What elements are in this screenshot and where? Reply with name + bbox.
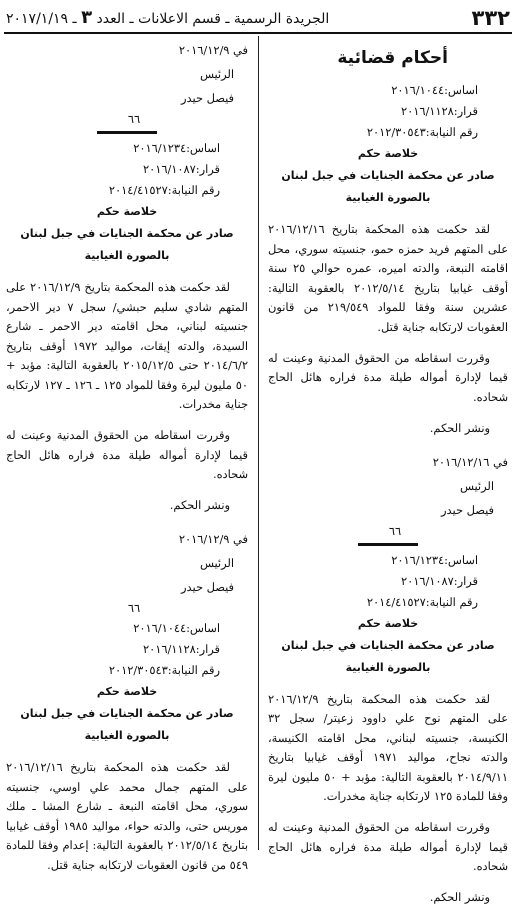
in-label: في: [233, 532, 248, 547]
prosecution-value: ٢٠١٢/٣٠٥٤٣: [366, 125, 426, 139]
prosecution-value: ٢٠١٤/٤١٥٢٧: [366, 594, 426, 609]
decision-label: قرار:: [453, 573, 478, 588]
basis-label: اساس:: [444, 83, 478, 97]
court-heading: صادر عن محكمة الجنايات في جبل لبنان: [20, 707, 234, 721]
sign-date-value: ٢٠١٦/١٢/٩: [178, 532, 230, 547]
prosecution-label: رقم النيابة:: [167, 183, 220, 197]
judgment-text: لقد حكمت هذه المحكمة بتاريخ ٢٠١٦/١٢/١٦ على المتهم جمال محمد علي اوسي، جنسيته سوري، محل اقامته النبعة ـ شارع المشا ـ ملك موريس حتى، والدته حواء، مواليد ١٩٨٥ أوقف غيابيا بتاريخ ٢٠١٢/٥/١٤ بالعقوبة التالية: إعدام وفقا للمادة ٥٤٩ من قانون العقوبات لارتكابه جناية قتل.: [6, 760, 249, 872]
court-heading: صادر عن محكمة الجنايات في جبل لبنان: [20, 227, 234, 240]
basis-label: اساس:: [444, 552, 478, 567]
basis-value: ٢٠١٦/١٠٤٤: [391, 83, 445, 97]
basis-value: ٢٠١٦/١٢٣٤: [133, 141, 187, 155]
rights-text: وقررت اسقاطه من الحقوق المدنية وعينت له قيما لإدارة أمواله طيلة مدة فراره هائل الحاج شحاده.: [6, 428, 248, 482]
published-text: ونشر الحكم.: [169, 498, 230, 513]
decision-line: [6, 159, 220, 180]
signature-date: [6, 527, 248, 551]
court-heading: صادر عن محكمة الجنايات في جبل لبنان: [281, 638, 495, 652]
court-heading: صادر عن محكمة الجنايات في جبل لبنان: [281, 169, 495, 182]
section-title: أحكام قضائية: [337, 48, 448, 68]
basis-line: [268, 80, 478, 101]
signature-date: [268, 450, 508, 474]
basis-line: [268, 550, 478, 571]
decision-value: ٢٠١٦/١١٢٨: [142, 642, 196, 657]
basis-label: اساس:: [186, 141, 220, 155]
decision-label: قرار:: [195, 162, 220, 176]
decision-line: [6, 639, 220, 660]
judgment-text: لقد حكمت هذه المحكمة بتاريخ ٢٠١٦/١٢/١٦ على المتهم فريد حمزه حمو، جنسيته سوري، محل اقامته النبعة، والدته اميره، عمره حوالي ٢٥ سنة أوقف غيابيا بتاريخ ٢٠١٢/٥/١٤ بالعقوبة التالية: عشرين سنة وفقا للمواد ٢١٩/٥٤٩ من قانون العقوبات لارتكابه جناية قتل.: [268, 222, 508, 334]
decision-line: [268, 571, 478, 592]
sign-date-value: ٢٠١٦/١٢/١٦: [432, 454, 490, 469]
right-column: [268, 38, 508, 905]
basis-label: اساس:: [186, 621, 220, 636]
basis-value: ٢٠١٦/١٠٤٤: [133, 621, 187, 636]
header-rule: [4, 32, 512, 34]
summary-heading: خلاصة حكم: [96, 205, 158, 218]
president-label: الرئيس: [459, 478, 494, 493]
in-label: في: [493, 454, 508, 469]
prosecution-label: رقم النيابة:: [425, 594, 478, 609]
prosecution-label: رقم النيابة:: [425, 125, 478, 139]
prosecution-line: [268, 122, 478, 143]
signatory-name: فيصل حيدر: [441, 502, 494, 517]
decision-label: قرار:: [453, 104, 478, 118]
page-header: [4, 6, 512, 30]
published-text: ونشر الحكم.: [429, 420, 490, 435]
summary-heading: خلاصة حكم: [357, 616, 419, 630]
judgment-text: لقد حكمت هذه المحكمة بتاريخ ٢٠١٦/١٢/٩ على المتهم شادي سليم حبشي/ سجل ٧ دير الاحمر، جنسيته لبناني، محل اقامته دير الاحمر ـ شارع السيدة، والدته إيقات، مواليد ١٩٧٢ أوقف بتاريخ ٢٠١٤/٦/٢ حتى ٢٠١٥/١٢/٥ بالعقوبة التالية: مؤبد + ٥٠ مليون ليرة وفقا للمواد ١٢٥ ـ ١٢٦ ـ ١٢٧ لارتكابه جناية مخدرات.: [6, 280, 248, 412]
signature-block: [6, 38, 248, 110]
prosecution-value: ٢٠١٢/٣٠٥٤٣: [108, 663, 168, 678]
left-column: [6, 38, 249, 872]
prosecution-line: [6, 660, 220, 681]
case-meta: [268, 80, 508, 143]
header-publication-name: الجريدة الرسمية ـ قسم الاعلانات ـ العدد: [96, 11, 330, 27]
signature-block: [6, 527, 248, 599]
column-rule: [258, 36, 259, 850]
prosecution-value: ٢٠١٤/٤١٥٢٧: [108, 183, 168, 197]
issue-date: ـ ٢٠١٧/١/١٩: [6, 11, 77, 27]
rights-text: وقررت اسقاطه من الحقوق المدنية وعينت له قيما لإدارة أمواله طيلة مدة فراره هائل الحاج شحاده.: [268, 350, 508, 404]
absentia-heading: بالصورة الغيابية: [345, 191, 431, 204]
in-label: في: [233, 43, 248, 57]
case-meta: [6, 138, 248, 201]
published-text: ونشر الحكم.: [429, 890, 490, 905]
header-publication: [6, 8, 329, 29]
president-label: الرئيس: [199, 556, 234, 571]
decision-line: [268, 101, 478, 122]
section-divider: [358, 543, 418, 546]
basis-line: [6, 618, 220, 639]
signatory-name: فيصل حيدر: [181, 91, 234, 105]
signature-block: [268, 450, 508, 522]
rights-text: وقررت اسقاطه من الحقوق المدنية وعينت له قيما لإدارة أمواله طيلة مدة فراره هائل الحاج شحاده.: [268, 820, 508, 874]
decision-value: ٢٠١٦/١٠٨٧: [400, 573, 454, 588]
president-label: الرئيس: [199, 67, 234, 81]
section-divider: [97, 131, 157, 134]
notice-number: ٦٦: [388, 523, 402, 538]
sign-date-value: ٢٠١٦/١٢/٩: [178, 43, 230, 57]
decision-value: ٢٠١٦/١٠٨٧: [142, 162, 196, 176]
case-meta: [6, 618, 248, 681]
page-number: ٣٣٢: [471, 6, 510, 30]
summary-heading: خلاصة حكم: [357, 147, 419, 160]
case-meta: [268, 550, 508, 613]
judgment-text: لقد حكمت هذه المحكمة بتاريخ ٢٠١٦/١٢/٩ على المتهم نوح علي داوود زعيتر/ سجل ٣٢ الكنيسة، جنسيته لبناني، محل اقامته الكنيسة، والدته نجاح، مواليد ١٩٧١ أوقف غيابيا بتاريخ ٢٠١٤/٩/١١ بالعقوبة التالية: مؤبد + ٥٠ مليون ليرة وفقا للمادة ١٢٥ لارتكابه جناية مخدرات.: [268, 691, 508, 804]
basis-line: [6, 138, 220, 159]
absentia-heading: بالصورة الغيابية: [84, 729, 170, 743]
prosecution-line: [268, 592, 478, 613]
notice-number: ٦٦: [127, 601, 141, 616]
absentia-heading: بالصورة الغيابية: [345, 660, 431, 674]
absentia-heading: بالصورة الغيابية: [84, 249, 170, 262]
prosecution-line: [6, 180, 220, 201]
prosecution-label: رقم النيابة:: [167, 663, 220, 678]
decision-label: قرار:: [195, 642, 220, 657]
issue-number: ٣: [81, 7, 93, 28]
signature-date: [6, 38, 248, 62]
decision-value: ٢٠١٦/١١٢٨: [400, 104, 454, 118]
summary-heading: خلاصة حكم: [96, 685, 158, 699]
signatory-name: فيصل حيدر: [181, 580, 234, 595]
basis-value: ٢٠١٦/١٢٣٤: [391, 552, 445, 567]
notice-number: ٦٦: [127, 112, 141, 126]
